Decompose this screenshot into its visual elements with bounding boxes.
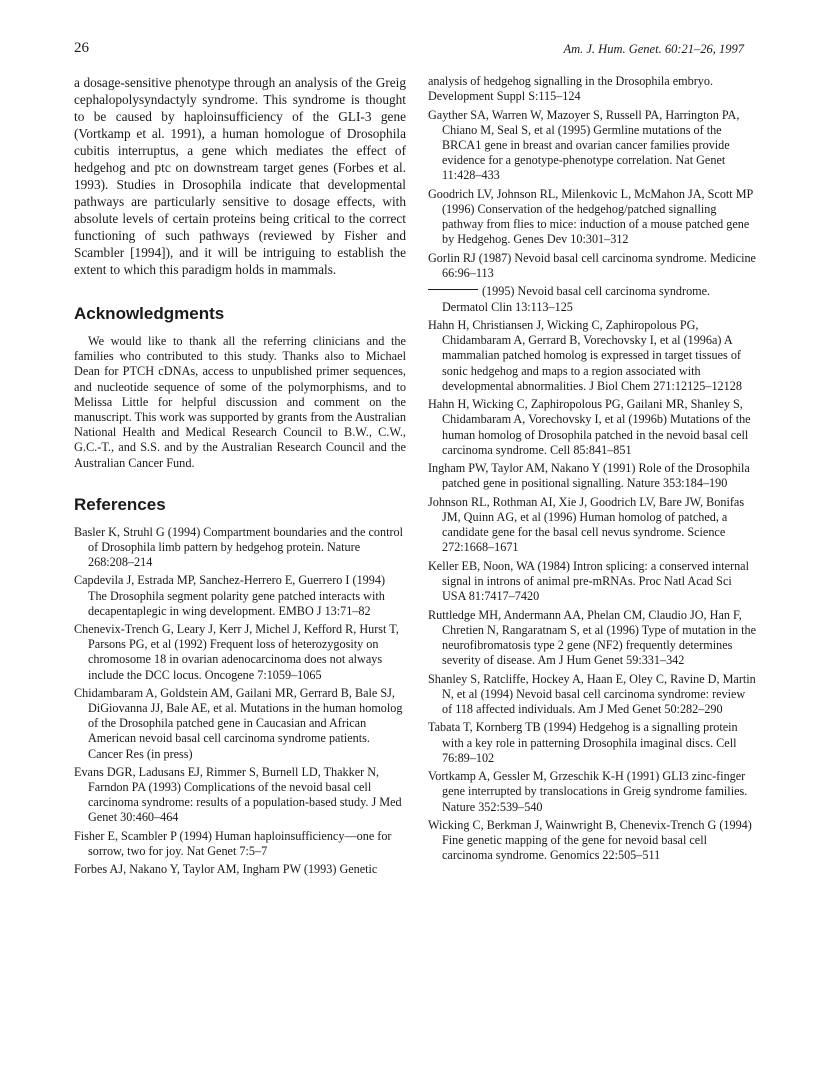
reference-item: Capdevila J, Estrada MP, Sanchez-Herrero E, Guerrero I (1994) The Drosophila segment polarity gene patched interacts with decapentaplegic in wing development. EMBO J 13:71–82 [74, 573, 386, 618]
left-column [74, 74, 406, 880]
ditto-dash [428, 289, 478, 290]
reference-item: Evans DGR, Ladusans EJ, Rimmer S, Burnell LD, Thakker N, Farndon PA (1993) Complications of the nevoid basal cell carcinoma syndrome: results of a population-based study. J Med Genet 30:460–464 [74, 764, 402, 825]
reference-item: Ruttledge MH, Andermann AA, Phelan CM, Claudio JO, Han F, Chretien N, Rangaratnam S, et al (1996) Type of mutation in the neurofibromatosis type 2 gene (NF2) frequently determines severity of disease. Am J Hum Genet 59:331–342 [428, 607, 757, 668]
reference-item-continued: analysis of hedgehog signalling in the Drosophila embryo. Development Suppl S:115–124 [428, 74, 714, 104]
reference-item [428, 284, 758, 314]
page-number: 26 [74, 40, 89, 56]
references-heading: References [74, 494, 166, 514]
reference-item: Ingham PW, Taylor AM, Nakano Y (1991) Role of the Drosophila patched gene in positional signalling. Nature 353:184–190 [428, 461, 750, 491]
reference-item: Basler K, Struhl G (1994) Compartment boundaries and the control of Drosophila limb pattern by hedgehog protein. Nature 268:208–214 [74, 524, 403, 570]
reference-item: Tabata T, Kornberg TB (1994) Hedgehog is a signalling protein with a key role in patterning Drosophila imaginal discs. Cell 76:89–102 [428, 720, 738, 765]
reference-item: Chidambaram A, Goldstein AM, Gailani MR, Gerrard B, Bale SJ, DiGiovanna JJ, Bale AE, et al. Mutations in the human homolog of the Drosophila patched gene in Caucasian and African American nevoid basal cell carcinoma syndrome patients. Cancer Res (in press) [74, 685, 403, 761]
reference-list-left [74, 525, 406, 877]
reference-item: Forbes AJ, Nakano Y, Taylor AM, Ingham PW (1993) Genetic [74, 862, 378, 877]
reference-item-text: (1995) Nevoid basal cell carcinoma syndrome. Dermatol Clin 13:113–125 [442, 284, 711, 314]
reference-item: Gorlin RJ (1987) Nevoid basal cell carcinoma syndrome. Medicine 66:96–113 [428, 250, 756, 280]
reference-item: Fisher E, Scambler P (1994) Human haploinsufficiency—one for sorrow, two for joy. Nat Genet 7:5–7 [74, 828, 392, 858]
reference-item: Gayther SA, Warren W, Mazoyer S, Russell PA, Harrington PA, Chiano M, Seal S, et al (1995) Germline mutations of the BRCA1 gene in breast and ovarian cancer families provide evidence for a genotype-phenotype correlation. Nat Genet 11:428–433 [428, 107, 740, 183]
intro-paragraph: a dosage-sensitive phenotype through an analysis of the Greig cephalopolysyndactyly syndrome. This syndrome is thought to be caused by haploinsufficiency of the GLI-3 gene (Vortkamp et al. 1991), a human homologue of Drosophila cubitis interruptus, a gene which mediates the effect of hedgehog and ptc on downstream target genes (Forbes et al. 1993). Studies in Drosophila indicate that developmental pathways are particularly sensitive to dosage effects, with absolute levels of certain proteins being critical to the correct functioning of such pathways (reviewed by Fisher and Scambler [1994]), and it will be intriguing to establish the extent to which this paradigm holds in mammals. [74, 75, 406, 277]
reference-item: Chenevix-Trench G, Leary J, Kerr J, Michel J, Kefford R, Hurst T, Parsons PG, et al (1992) Frequent loss of heterozygosity on chromosome 18 in ovarian adenocarcinoma does not always include the DCC locus. Oncogene 7:1059–1065 [74, 622, 399, 682]
acknowledgments-heading: Acknowledgments [74, 304, 225, 323]
acknowledgments-text: We would like to thank all the referring clinicians and the families who contributed to this study. Thanks also to Michael Dean for PTCH cDNAs, access to unpublished primer sequences, and nucleotide sequence of some of the polymorphisms, and to Melissa Little for helpful discussion and comment on the manuscript. This work was supported by grants from the Australian National Health and Medical Research Council to B.W., C.W., G.C.-T., and S.S. and by the Australian Research Council and the Australian Cancer Fund. [74, 334, 406, 470]
reference-item: Wicking C, Berkman J, Wainwright B, Chenevix-Trench G (1994) Fine genetic mapping of the gene for nevoid basal cell carcinoma syndrome. Genomics 22:505–511 [428, 817, 752, 863]
reference-item: Goodrich LV, Johnson RL, Milenkovic L, McMahon JA, Scott MP (1996) Conservation of the hedgehog/patched signalling pathway from flies to mice: induction of a mouse patched gene by Hedgehog. Genes Dev 10:301–312 [428, 186, 753, 247]
reference-item: Johnson RL, Rothman AI, Xie J, Goodrich LV, Bare JW, Bonifas JM, Quinn AG, et al (1996) Human homolog of patched, a candidate gene for the basal cell nevus syndrome. Science 272:1668–1671 [428, 494, 745, 555]
reference-item: Vortkamp A, Gessler M, Grzeschik K-H (1991) GLI3 zinc-finger gene interrupted by translocations in Greig syndrome families. Nature 352:539–540 [428, 769, 748, 814]
right-column [428, 74, 758, 867]
running-head: Am. J. Hum. Genet. 60:21–26, 1997 [563, 42, 744, 56]
reference-item: Hahn H, Wicking C, Zaphiropolous PG, Gailani MR, Shanley S, Chidambaram A, Vorechovsky I, et al (1996b) Mutations of the human homolog of Drosophila patched in the nevoid basal cell carcinoma syndrome. Cell 85:841–851 [428, 397, 751, 457]
reference-list-right [428, 74, 758, 864]
reference-item: Shanley S, Ratcliffe, Hockey A, Haan E, Oley C, Ravine D, Martin N, et al (1994) Nevoid basal cell carcinoma syndrome: review of 118 affected individuals. Am J Med Genet 50:282–290 [428, 671, 756, 716]
reference-item: Keller EB, Noon, WA (1984) Intron splicing: a conserved internal signal in introns of animal pre-mRNAs. Proc Natl Acad Sci USA 81:7417–7420 [428, 558, 749, 604]
reference-item: Hahn H, Christiansen J, Wicking C, Zaphiropolous PG, Chidambaram A, Gerrard B, Vorechovsky I, et al (1996a) A mammalian patched homolog is expressed in target tissues of sonic hedgehog and maps to a region associated with developmental abnormalities. J Biol Chem 271:12125–12128 [428, 317, 742, 393]
